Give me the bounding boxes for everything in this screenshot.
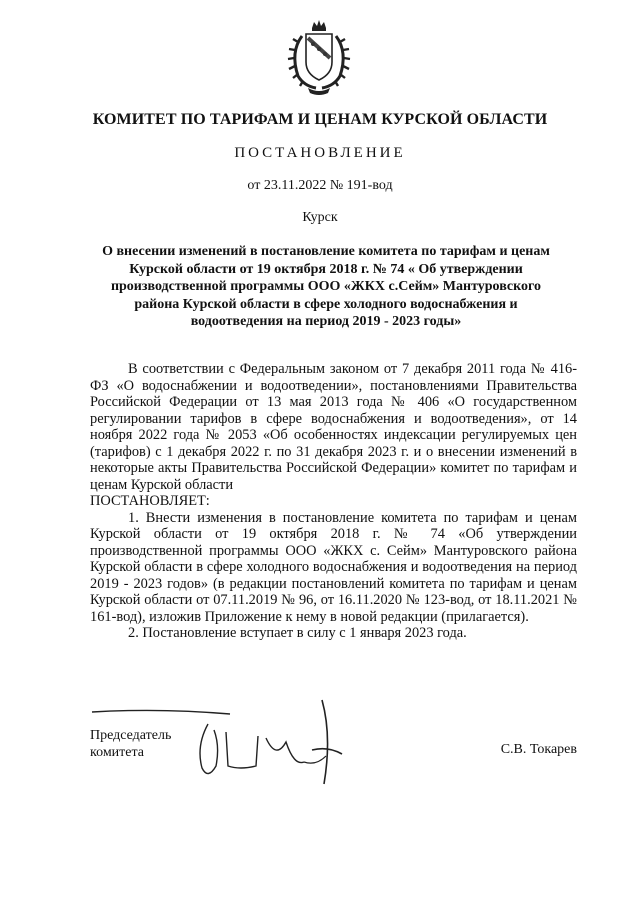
committee-name: КОМИТЕТ ПО ТАРИФАМ И ЦЕНАМ КУРСКОЙ ОБЛАСТИ	[92, 111, 548, 128]
resolves-heading: ПОСТАНОВЛЯЕТ:	[90, 493, 210, 509]
signatory-title-line2: комитета	[90, 745, 145, 760]
decree-date-number: от 23.11.2022 № 191-вод	[247, 178, 393, 193]
preamble-paragraph: В соответствии с Федеральным законом от 7 декабря 2011 года № 416-ФЗ «О водоснабжении и водоотведении», постановлениями Правительства Российской Федерации от 13 мая 2013 года № 406 «О государственном регулировании тарифов в сфере водоснабжения и водоотведения», от 14 ноября 2022 года № 2053 «Об особенностях индексации регулируемых цен (тарифов) с 1 декабря 2022 г. по 31 декабря 2023 г. и о внесении изменений в некоторые акты Правительства Российской Федерации» комитет по тарифам и ценам Курской области	[90, 361, 577, 493]
coat-of-arms-icon	[282, 18, 356, 96]
item-2-paragraph: 2. Постановление вступает в силу с 1 января 2023 года.	[128, 625, 467, 641]
signatory-name: С.В. Токарев	[500, 742, 577, 757]
signatory-title-line1: Председатель	[90, 728, 172, 743]
city: Курск	[302, 210, 338, 225]
decree-subject: О внесении изменений в постановление комитета по тарифам и ценам Курской области от 19 октября 2018 г. № 74 « Об утверждении производственной программы ООО «ЖКХ с.Сейм» Мантуровского района Курской области в сфере холодного водоснабжения и водоотведения на период 2019 - 2023 годы»	[102, 244, 550, 329]
decree-body	[90, 361, 577, 642]
decree-title: ПОСТАНОВЛЕНИЕ	[234, 145, 406, 161]
item-1-paragraph: 1. Внести изменения в постановление комитета по тарифам и ценам Курской области от 19 октября 2018 г. № 74 «Об утверждении производственной программы ООО «ЖКХ с. Сейм» Мантуровского района Курской области в сфере холодного водоснабжения и водоотведения на период 2019 - 2023 годов» (в редакции постановлений комитета по тарифам и ценам Курской области от 07.11.2019 № 96, от 16.11.2020 № 123-вод, от 18.11.2021 № 161-вод), изложив Приложение к нему в новой редакции (прилагается).	[90, 509, 577, 625]
